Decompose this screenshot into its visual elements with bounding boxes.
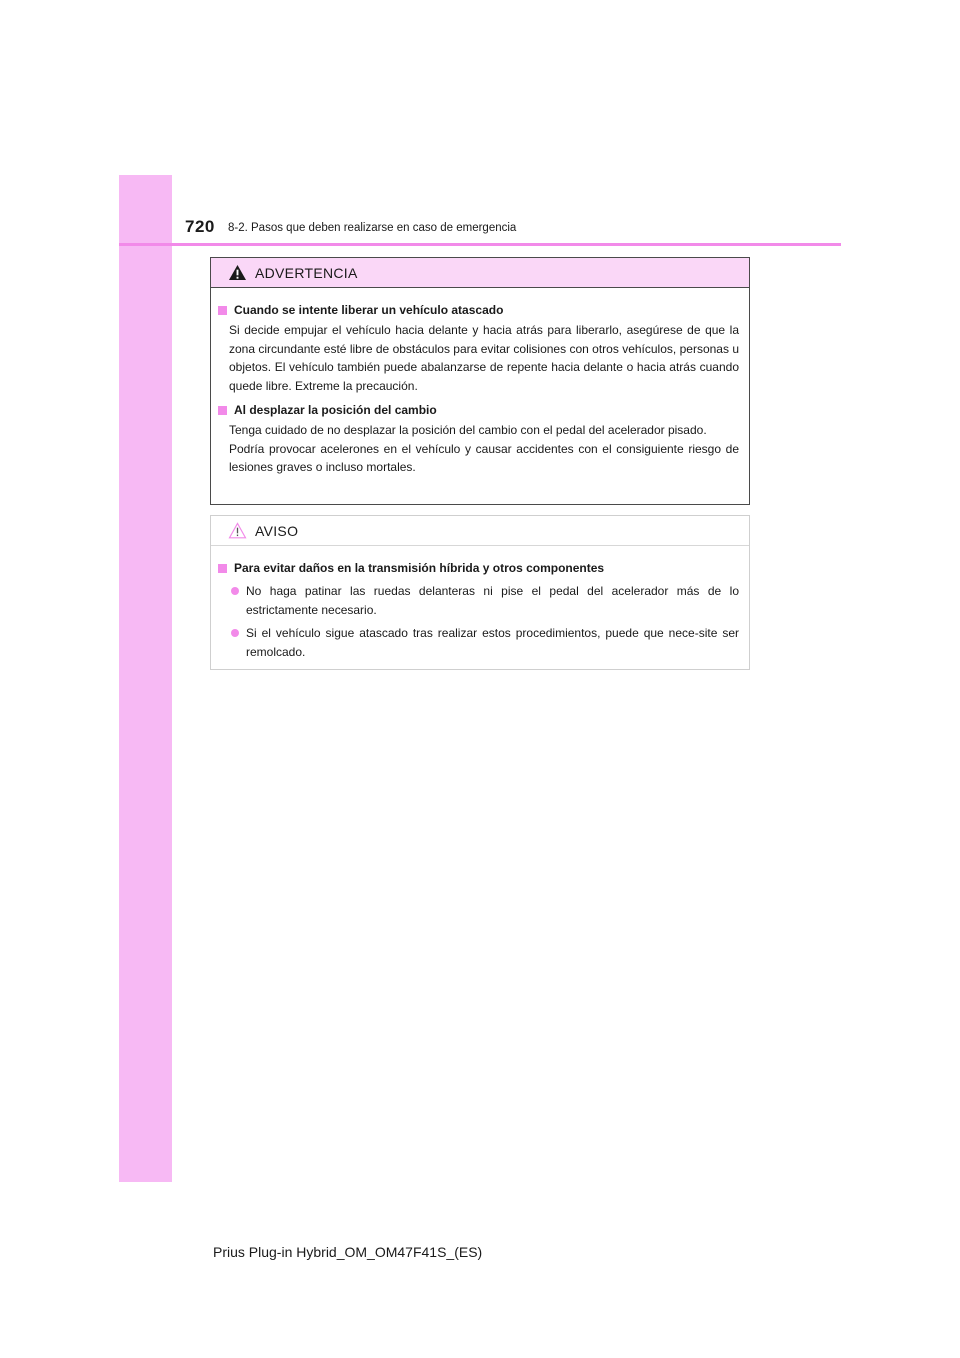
- notice-body: [211, 546, 749, 661]
- warning-item-title: Cuando se intente liberar un vehículo atascado: [218, 301, 739, 319]
- warning-item-text: Si decide empujar el vehículo hacia delante y hacia atrás para liberarlo, asegúrese de que la zona circundante esté libre de obstáculos para evitar colisiones con otros vehículos, personas u objetos. El vehículo también puede abalanzarse de repente hacia delante o hacia atrás cuando quede libre. Extreme la precaución.: [229, 323, 739, 393]
- warning-item-text: Tenga cuidado de no desplazar la posición del cambio con el pedal del acelerador pisado.: [229, 423, 707, 437]
- notice-bullet: No haga patinar las ruedas delanteras ni pise el pedal del acelerador más de lo estrictamente necesario.: [218, 582, 739, 619]
- caution-triangle-outline-icon: [228, 522, 247, 539]
- page-number: 720: [185, 217, 215, 236]
- warning-item-title: Al desplazar la posición del cambio: [218, 401, 739, 419]
- warning-label: ADVERTENCIA: [255, 264, 358, 281]
- warning-body: [211, 288, 749, 477]
- warning-header: [211, 258, 749, 288]
- warning-item-text: Podría provocar acelerones en el vehículo y causar accidentes con el consiguiente riesgo de lesiones graves o incluso mortales.: [229, 441, 739, 474]
- section-title: 8-2. Pasos que deben realizarse en caso de emergencia: [228, 222, 517, 234]
- square-bullet-icon: [218, 564, 227, 573]
- notice-item-title: Para evitar daños en la transmisión híbrida y otros componentes: [218, 559, 739, 577]
- warning-triangle-icon: [228, 264, 247, 281]
- round-bullet-icon: [231, 587, 239, 595]
- manual-id-footer: Prius Plug-in Hybrid_OM_OM47F41S_(ES): [213, 1244, 483, 1260]
- notice-header: [211, 516, 749, 546]
- notice-box: [210, 515, 750, 670]
- square-bullet-icon: [218, 406, 227, 415]
- square-bullet-icon: [218, 306, 227, 315]
- notice-label: AVISO: [255, 522, 299, 539]
- round-bullet-icon: [231, 629, 239, 637]
- side-color-band: [119, 175, 172, 1182]
- header-divider: [119, 243, 841, 246]
- notice-bullet: Si el vehículo sigue atascado tras realizar estos procedimientos, puede que nece-site ser remolcado.: [218, 624, 739, 661]
- warning-box: [210, 257, 750, 505]
